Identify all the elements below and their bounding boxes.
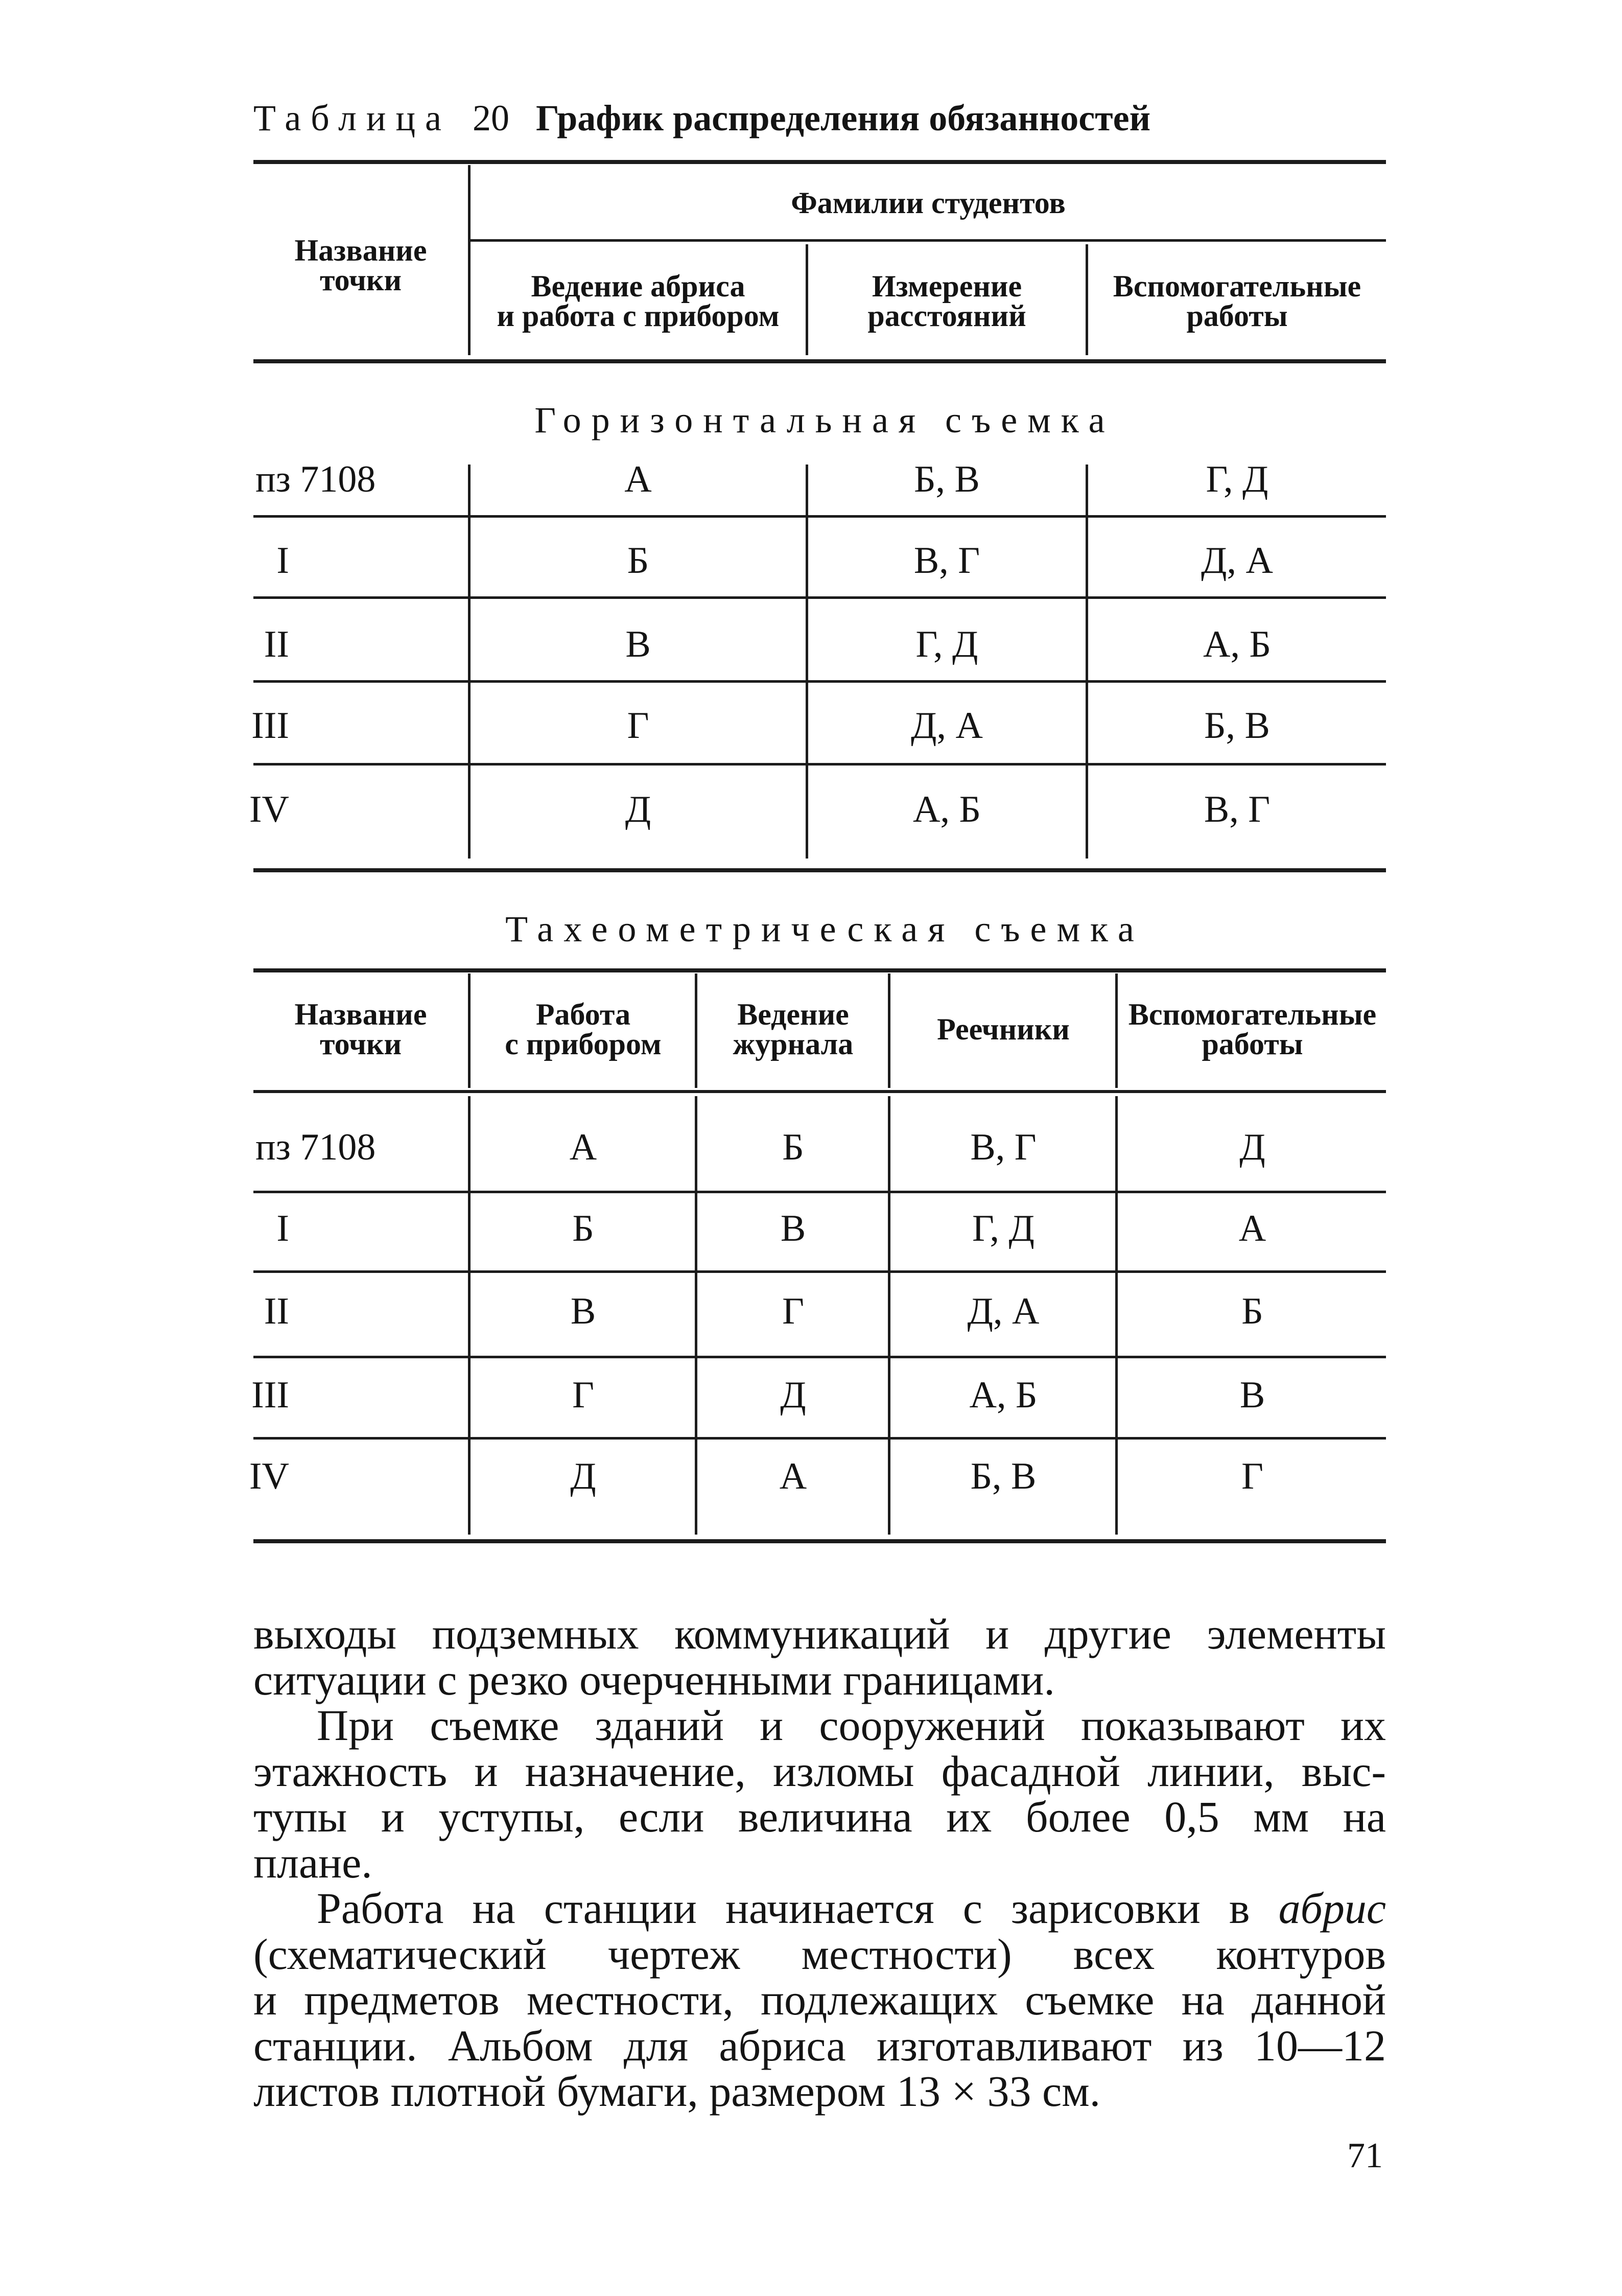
row-separator — [253, 1437, 1386, 1440]
header-point-name — [253, 971, 468, 1087]
cell-value: Г — [627, 705, 649, 747]
header-text-line: Название — [294, 234, 427, 267]
section-title-horizontal: Горизонтальная съемка — [534, 400, 1115, 440]
paragraph — [253, 1611, 1386, 1703]
text-line: плане. — [253, 1838, 372, 1887]
cell-value: Б — [627, 540, 649, 582]
column-divider — [888, 973, 890, 1088]
header-text-line: работы — [1186, 299, 1288, 333]
body-text — [253, 1611, 1386, 2115]
cell-value: Б, В — [914, 458, 980, 500]
header-text-line: Вспомогательные — [1113, 269, 1361, 303]
cell-value: В, Г — [970, 1126, 1037, 1168]
row-point-label: III — [251, 705, 289, 747]
header-text-line: Реечники — [937, 1012, 1070, 1046]
header-column-distance — [808, 243, 1086, 359]
cell-value: Б, В — [1204, 705, 1270, 747]
row-point-label: IV — [249, 1455, 289, 1497]
header-text-line: и работа с прибором — [497, 299, 780, 333]
header-text-line: расстояний — [867, 299, 1026, 333]
paragraph — [253, 1703, 1386, 1886]
table-number: 20 — [472, 98, 509, 138]
cell-value: Д, А — [1201, 540, 1273, 582]
header-text-line: точки — [319, 1027, 402, 1061]
table-bottom-rule — [253, 868, 1386, 872]
row-point-label: II — [264, 1290, 289, 1332]
row-point-label: IV — [249, 788, 289, 830]
row-separator — [253, 1356, 1386, 1358]
row-separator — [253, 680, 1386, 683]
row-separator — [253, 596, 1386, 599]
cell-value: Г — [782, 1290, 804, 1332]
text-line: (схематический чертеж местности) всех контуров — [253, 1929, 1386, 1979]
header-text-line: точки — [319, 263, 402, 297]
cell-value: Г, Д — [915, 623, 978, 665]
header-bottom-rule — [253, 1090, 1386, 1093]
table-bottom-rule — [253, 1539, 1386, 1543]
header-column-sketch-instrument — [471, 243, 806, 359]
column-divider — [695, 973, 697, 1088]
header-text-line: Ведение — [737, 998, 849, 1031]
header-point-name — [253, 170, 468, 360]
header-text-line: журнала — [733, 1027, 854, 1061]
column-divider — [695, 1096, 697, 1535]
italic-term: абрис — [1278, 1884, 1386, 1933]
page-number: 71 — [1347, 2136, 1383, 2175]
header-text-line: с прибором — [505, 1027, 662, 1061]
text-line — [253, 1886, 1386, 1932]
header-text-line: Работа — [535, 998, 631, 1031]
cell-value: А — [569, 1126, 597, 1168]
cell-value: Г, Д — [1206, 458, 1268, 500]
header-column-instrument — [472, 971, 695, 1087]
text-line: станции. Альбом для абриса изготавливают из 10—12 — [253, 2021, 1386, 2070]
row-point-label: III — [251, 1374, 289, 1416]
cell-value: Д, А — [967, 1290, 1040, 1332]
table-caption — [253, 98, 1150, 138]
cell-value: А, Б — [969, 1374, 1038, 1416]
cell-value: А, Б — [913, 788, 981, 830]
table-top-rule — [253, 160, 1386, 164]
row-point-label: I — [276, 1208, 289, 1249]
text-line-part: Работа на станции начинается с зарисовки в — [317, 1884, 1250, 1933]
cell-value: В, Г — [913, 540, 980, 582]
cell-value: Г — [572, 1374, 594, 1416]
cell-value: Г — [1241, 1455, 1263, 1497]
paragraph — [253, 1886, 1386, 2115]
cell-value: А — [624, 458, 652, 500]
cell-value: А, Б — [1203, 623, 1271, 665]
row-separator — [253, 1270, 1386, 1273]
cell-value: А — [779, 1455, 807, 1497]
text-line: листов плотной бумаги, размером 13 × 33 см. — [253, 2067, 1101, 2116]
row-separator — [253, 1191, 1386, 1193]
cell-value: Б, В — [970, 1455, 1037, 1497]
cell-value: Б — [1241, 1290, 1263, 1332]
column-divider — [468, 1096, 471, 1535]
header-text-line: Ведение абриса — [531, 269, 745, 303]
cell-value: А — [1238, 1208, 1266, 1249]
header-group-rule — [469, 239, 1386, 242]
table-label: Таблица — [253, 98, 451, 138]
column-divider — [888, 1096, 890, 1535]
column-divider — [1115, 973, 1118, 1088]
cell-value: Б — [572, 1208, 594, 1249]
row-point-label: I — [276, 540, 289, 582]
text-line: тупы и уступы, если величина их более 0,5 мм на — [253, 1792, 1386, 1841]
cell-value: Д — [1239, 1126, 1265, 1168]
text-line: При съемке зданий и сооружений показывают их — [317, 1701, 1386, 1750]
header-text-line: Вспомогательные — [1128, 998, 1377, 1031]
header-column-rodmen — [891, 971, 1115, 1087]
cell-value: Д — [780, 1374, 806, 1416]
cell-value: В — [1239, 1374, 1265, 1416]
row-separator — [253, 515, 1386, 518]
row-point-label: пз 7108 — [255, 1126, 376, 1168]
header-column-auxiliary — [1088, 243, 1386, 359]
header-text-line: работы — [1202, 1027, 1303, 1061]
cell-value: В — [625, 623, 651, 665]
cell-value: В — [780, 1208, 806, 1249]
cell-value: Д — [570, 1455, 596, 1497]
header-text-line: Название — [294, 998, 427, 1031]
row-point-label: II — [264, 623, 289, 665]
header-student-names: Фамилии студентов — [791, 185, 1066, 220]
column-divider — [468, 973, 471, 1088]
text-line: ситуации с резко очерченными границами. — [253, 1655, 1055, 1704]
row-separator — [253, 763, 1386, 766]
text-line: выходы подземных коммуникаций и другие элементы — [253, 1609, 1386, 1658]
cell-value: Б — [782, 1126, 804, 1168]
cell-value: В, Г — [1204, 788, 1271, 830]
row-point-label: пз 7108 — [255, 458, 376, 500]
text-line: этажность и назначение, изломы фасадной линии, выс- — [253, 1746, 1386, 1796]
header-column-logbook — [698, 971, 888, 1087]
column-divider — [1115, 1096, 1118, 1535]
header-column-auxiliary — [1119, 971, 1386, 1087]
table-title: График распределения обязанностей — [535, 98, 1151, 138]
section-title-tacheometric: Тахеометрическая съемка — [505, 909, 1144, 949]
cell-value: Д, А — [911, 705, 983, 747]
cell-value: Г, Д — [972, 1208, 1035, 1249]
cell-value: В — [570, 1290, 596, 1332]
text-line: и предметов местности, подлежащих съемке на данной — [253, 1975, 1386, 2024]
cell-value: Д — [625, 788, 651, 830]
header-text-line: Измерение — [872, 269, 1022, 303]
